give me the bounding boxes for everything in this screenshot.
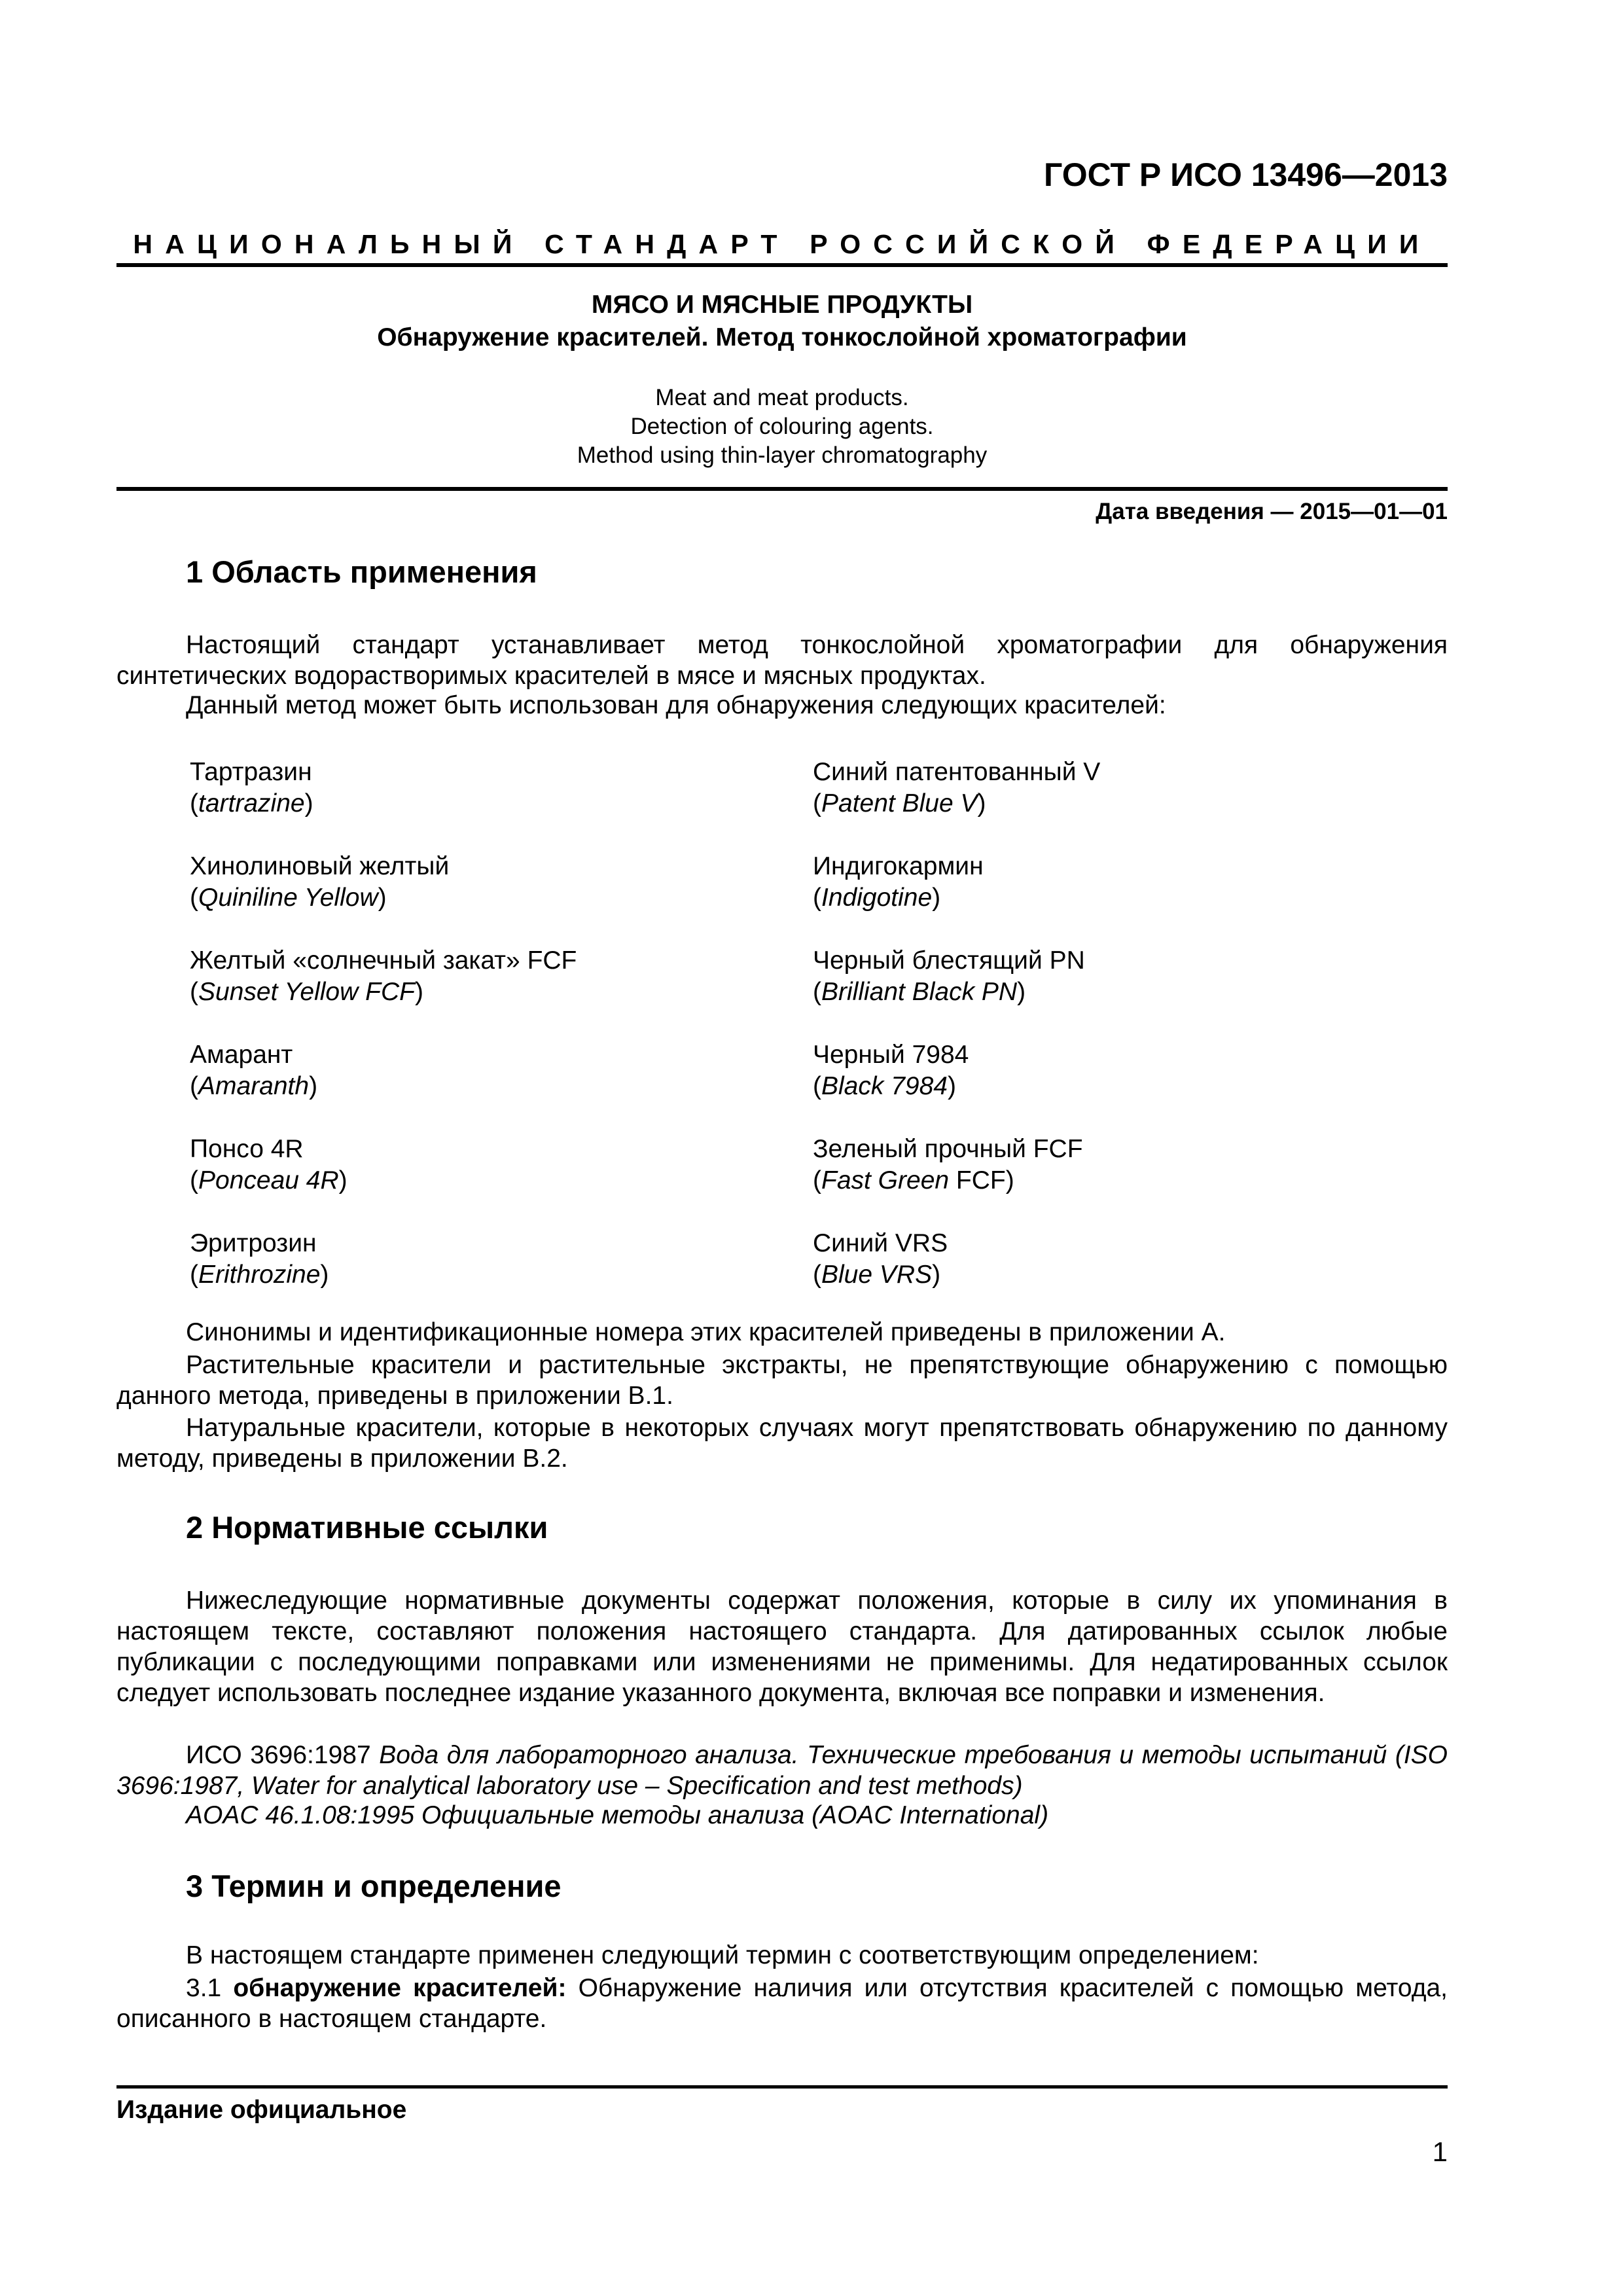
- dye-item: Синий VRS (Blue VRS): [813, 1229, 948, 1289]
- gost-number: ГОСТ Р ИСО 13496—2013: [1044, 156, 1448, 193]
- national-standard-line: НАЦИОНАЛЬНЫЙ СТАНДАРТ РОССИЙСКОЙ ФЕДЕРАЦИИ: [133, 229, 1431, 259]
- title-ru-main: МЯСО И МЯСНЫЕ ПРОДУКТЫ: [591, 291, 973, 319]
- synonyms-note: Синонимы и идентификационные номера этих красителей приведены в приложении А.: [186, 1318, 1226, 1346]
- dye-item: Индигокармин (Indigotine): [813, 852, 984, 912]
- term-name: обнаружение красителей:: [233, 1974, 567, 2002]
- dye-item: Эритрозин (Erithrozine): [190, 1229, 329, 1289]
- dye-item: Зеленый прочный FCF (Fast Green FCF): [813, 1135, 1083, 1194]
- title-en-line-1: Meat and meat products.: [655, 385, 909, 410]
- title-en-line-2: Detection of colouring agents.: [630, 414, 934, 439]
- term-definition: 3.1 обнаружение красителей: Обнаружение наличия или отсутствия красителей с помощью метода, описанного в настоящем стандарте.: [116, 1974, 1448, 2033]
- dye-item: Амарант (Amaranth): [190, 1041, 318, 1100]
- title-rule: [116, 487, 1448, 491]
- dye-item: Черный блестящий PN (Brilliant Black PN): [813, 946, 1085, 1006]
- section-2-heading: 2 Нормативные ссылки: [186, 1510, 548, 1545]
- section-1-intro: Настоящий стандарт устанавливает метод тонкослойной хроматографии для обнаружения синтетических водорастворимых красителей в мясе и мясных продуктах.: [116, 631, 1448, 690]
- section-1-heading: 1 Область применения: [186, 554, 537, 589]
- header-rule: [116, 263, 1448, 267]
- title-ru-sub: Обнаружение красителей. Метод тонкослойной хроматографии: [377, 323, 1187, 351]
- iso-reference: ИСО 3696:1987 Вода для лабораторного анализа. Технические требования и методы испытаний (ISO 3696:1987, Water for analytical laboratory use – Specification and test methods): [116, 1741, 1448, 1800]
- page-number: 1: [1432, 2136, 1448, 2167]
- dye-item: Понсо 4R (Ponceau 4R): [190, 1135, 348, 1194]
- official-edition-label: Издание официальное: [116, 2096, 407, 2124]
- section-1-intro-2: Данный метод может быть использован для обнаружения следующих красителей:: [186, 691, 1166, 719]
- section-3-heading: 3 Термин и определение: [186, 1869, 562, 1903]
- aoac-reference: AOAC 46.1.08:1995 Официальные методы анализа (AOAC International): [186, 1801, 1049, 1829]
- dye-item: Хинолиновый желтый (Quiniline Yellow): [190, 852, 450, 912]
- dye-item: Желтый «солнечный закат» FCF (Sunset Yellow FCF): [190, 946, 577, 1006]
- natural-dyes-note: Натуральные красители, которые в некоторых случаях могут препятствовать обнаружению по данному методу, приведены в приложении В.2.: [116, 1414, 1448, 1473]
- introduction-date: Дата введения — 2015—01—01: [1096, 499, 1448, 524]
- dye-item: Черный 7984 (Black 7984): [813, 1041, 969, 1100]
- plant-dyes-note: Растительные красители и растительные экстракты, не препятствующие обнаружению с помощью данного метода, приведены в приложении В.1.: [116, 1351, 1448, 1410]
- section-2-text: Нижеследующие нормативные документы содержат положения, которые в силу их упоминания в настоящем тексте, составляют положения настоящего стандарта. Для датированных ссылок любые публикации с последующими поправками или изменениями не применимы. Для недатированных ссылок следует использовать последнее издание указанного документа, включая все поправки и изменения.: [116, 1587, 1448, 1707]
- footer-rule: [116, 2085, 1448, 2089]
- section-3-intro: В настоящем стандарте применен следующий термин с соответствующим определением:: [186, 1941, 1259, 1969]
- dye-item: Тартразин (tartrazine): [190, 758, 313, 817]
- dye-item: Синий патентованный V (Patent Blue V): [813, 758, 1101, 817]
- title-en-line-3: Method using thin-layer chromatography: [577, 442, 988, 468]
